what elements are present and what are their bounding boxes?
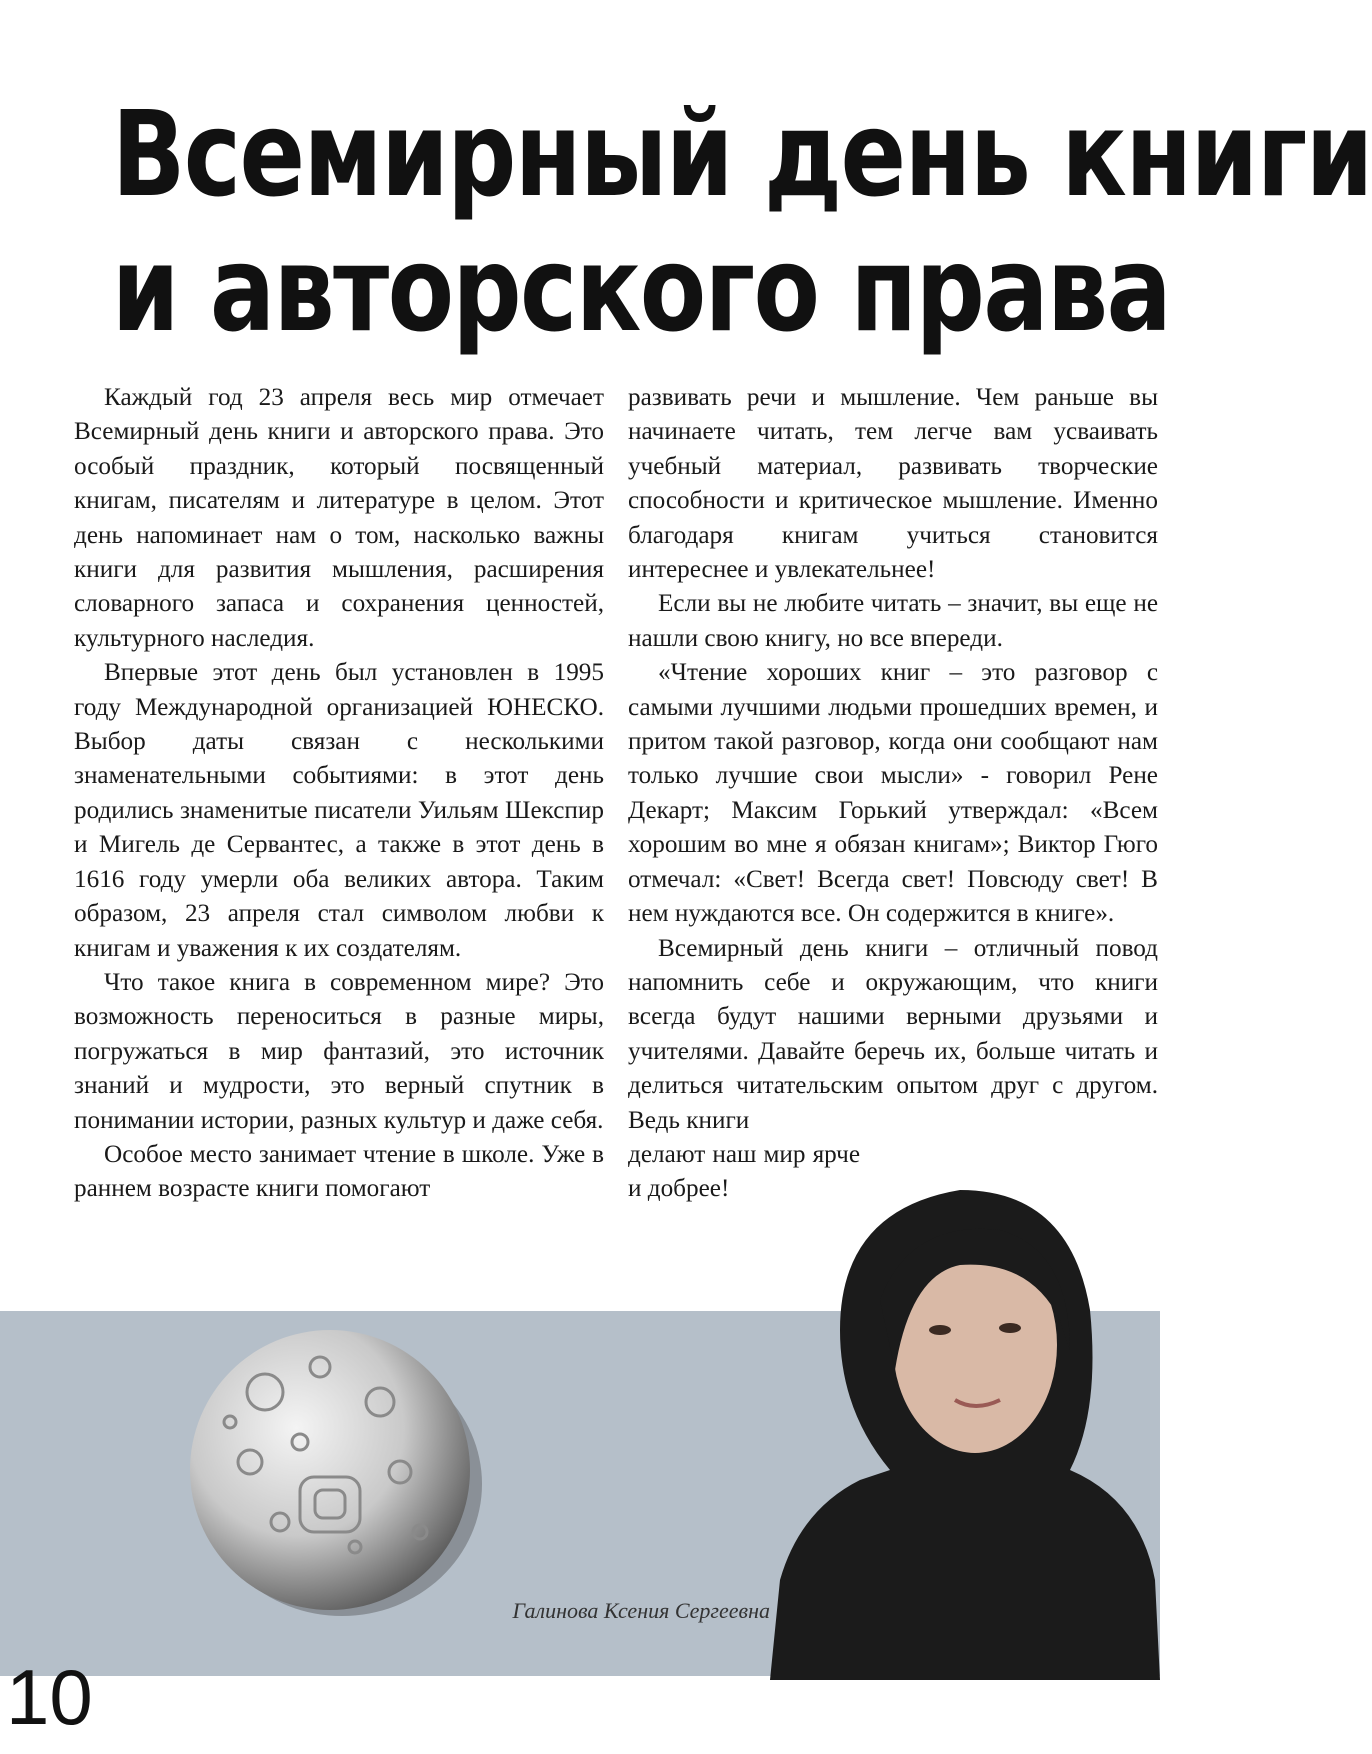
page-number: 10 bbox=[6, 1653, 93, 1741]
left-text-column bbox=[74, 381, 604, 1207]
author-photo bbox=[770, 1150, 1160, 1680]
paragraph: Всемирный день книги – отличный повод напомнить себе и окружающим, что книги всегда будут нашими верными друзьями и учителями. Давайте беречь их, больше читать и делиться читательским опытом друг с другом. Ведь книги bbox=[628, 934, 1158, 1134]
article-title-line2: и авторского права bbox=[111, 220, 1171, 358]
right-text-column bbox=[628, 381, 1158, 1207]
paragraph: Впервые этот день был установлен в 1995 году Международной организацией ЮНЕСКО. Выбор даты связан с несколькими знаменательными событиями: в этот день родились знаменитые писатели Уильям Шекспир и Мигель де Сервантес, а также в этот день в 1616 году умерли оба великих автора. Таким образом, 23 апреля стал символом любви к книгам и уважения к их создателям. bbox=[74, 659, 604, 962]
paragraph: Особое место занимает чтение в школе. Уже в раннем возрасте книги помогают bbox=[74, 1140, 604, 1203]
paragraph: «Чтение хороших книг – это разговор с самыми лучшими людьми прошедших времен, и притом такой разговор, когда они сообщают нам только лучшие свои мысли» - говорил Рене Декарт; Максим Горький утверждал: «Всем хорошим во мне я обязан книгам»; Виктор Гюго отмечал: «Свет! Всегда свет! Повсюду свет! В нем нуждаются все. Он содержится в книге». bbox=[628, 659, 1158, 928]
author-caption: Галинова Ксения Сергеевна bbox=[512, 1598, 770, 1623]
article-title-line1: Всемирный день книги bbox=[111, 85, 1372, 223]
moon-image bbox=[170, 1312, 490, 1622]
paragraph-closing: делают наш мир ярче и добрее! bbox=[628, 1140, 860, 1203]
paragraph: Если вы не любите читать – значит, вы еще не нашли свою книгу, но все впереди. bbox=[628, 590, 1158, 652]
paragraph: развивать речи и мышление. Чем раньше вы начинаете читать, тем легче вам усваивать учебный материал, развивать творческие способности и критическое мышление. Именно благодаря книгам учиться становится интереснее и увлекательнее! bbox=[628, 384, 1158, 584]
paragraph: Что такое книга в современном мире? Это возможность переноситься в разные миры, погружаться в мир фантазий, это источник знаний и мудрости, это верный спутник в понимании истории, разных культур и даже себя. bbox=[74, 968, 604, 1134]
paragraph: Каждый год 23 апреля весь мир отмечает Всемирный день книги и авторского права. Это особый праздник, который посвященный книгам, писателям и литературе в целом. Этот день напоминает нам о том, насколько важны книги для развития мышления, расширения словарного запаса и сохранения ценностей, культурного наследия. bbox=[74, 384, 604, 652]
